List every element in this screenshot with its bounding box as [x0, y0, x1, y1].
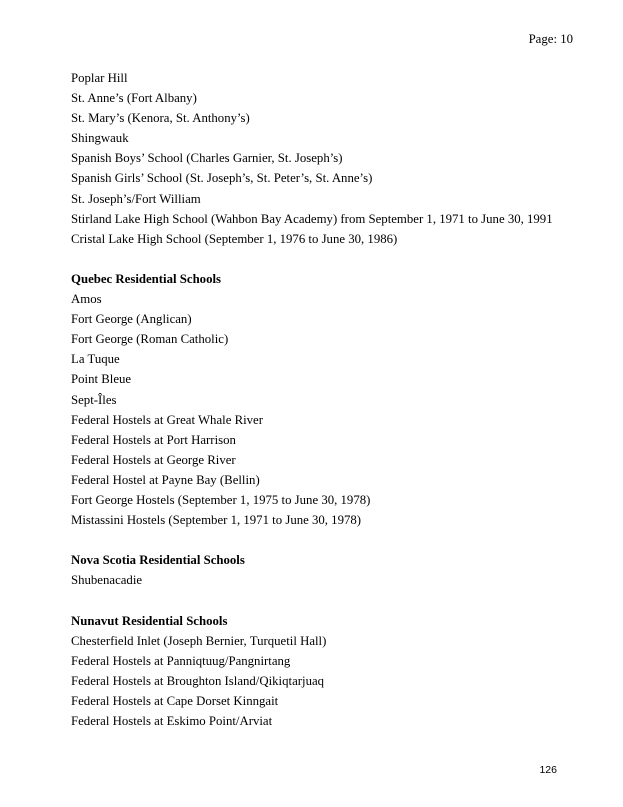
text-line: Amos	[71, 292, 102, 307]
blank-line	[71, 590, 603, 610]
text-line: St. Joseph’s/Fort William	[71, 191, 201, 206]
page-header-label: Page: 10	[528, 32, 573, 46]
blank-line	[71, 530, 603, 550]
text-line: Federal Hostels at Eskimo Point/Arviat	[71, 714, 273, 728]
text-line: Federal Hostels at Cape Dorset Kinngait	[71, 693, 279, 708]
document-body	[71, 68, 603, 731]
section-heading: Quebec Residential Schools	[71, 271, 222, 286]
text-line: La Tuque	[71, 352, 120, 367]
text-line: Shingwauk	[71, 131, 129, 146]
section-heading: Nova Scotia Residential Schools	[71, 553, 245, 568]
page-number-footer: 126	[539, 764, 557, 776]
text-line: Federal Hostels at Great Whale River	[71, 412, 264, 427]
text-line: Sept-Îles	[71, 392, 117, 407]
text-line: Cristal Lake High School (September 1, 1976 to June 30, 1986)	[71, 231, 398, 246]
text-line: Poplar Hill	[71, 71, 128, 85]
text-line: Fort George (Roman Catholic)	[71, 332, 229, 347]
text-line: Shubenacadie	[71, 573, 143, 588]
text-line: Fort George (Anglican)	[71, 312, 192, 327]
text-line: Federal Hostels at Port Harrison	[71, 432, 236, 447]
text-line: Federal Hostels at Broughton Island/Qikiqtarjuaq	[71, 673, 325, 688]
text-line: Chesterfield Inlet (Joseph Bernier, Turquetil Hall)	[71, 633, 327, 648]
text-line: Federal Hostels at George River	[71, 452, 236, 467]
text-line: St. Anne’s (Fort Albany)	[71, 91, 197, 106]
text-line: Mistassini Hostels (September 1, 1971 to June 30, 1978)	[71, 513, 362, 528]
text-line: Fort George Hostels (September 1, 1975 to June 30, 1978)	[71, 492, 371, 507]
text-line: St. Mary’s (Kenora, St. Anthony’s)	[71, 111, 250, 126]
text-line: Stirland Lake High School (Wahbon Bay Academy) from September 1, 1971 to June 30, 1991	[71, 211, 553, 226]
text-line: Point Bleue	[71, 372, 132, 387]
text-line: Federal Hostel at Payne Bay (Bellin)	[71, 472, 260, 487]
text-line: Spanish Girls’ School (St. Joseph’s, St. Peter’s, St. Anne’s)	[71, 171, 373, 186]
section-heading: Nunavut Residential Schools	[71, 613, 228, 628]
blank-line	[71, 249, 603, 269]
text-line: Federal Hostels at Panniqtuug/Pangnirtang	[71, 653, 291, 668]
text-line: Spanish Boys’ School (Charles Garnier, St. Joseph’s)	[71, 151, 343, 166]
